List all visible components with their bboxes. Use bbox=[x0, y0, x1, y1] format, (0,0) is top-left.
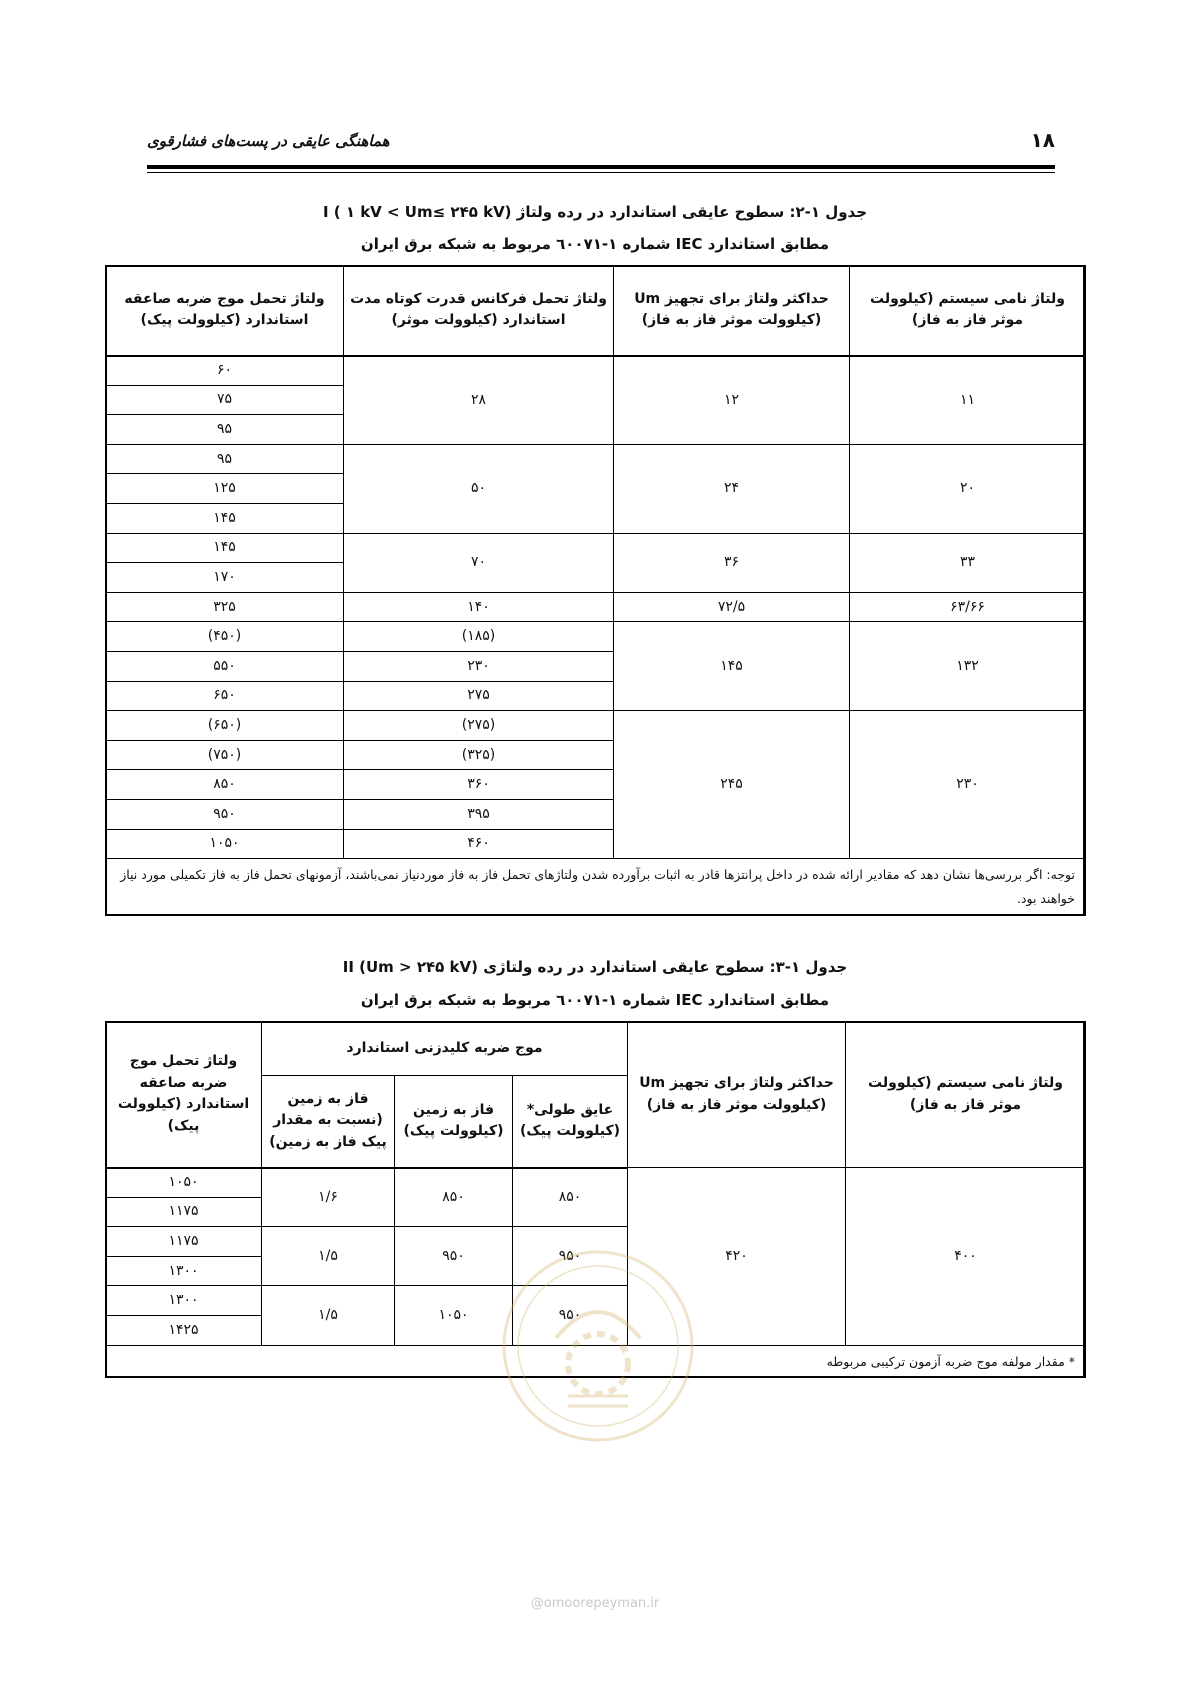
t1-power-frequency-cell: ۲۷۵ bbox=[344, 681, 614, 711]
watermark-text: @omoorepeyman.ir bbox=[530, 1596, 660, 1611]
t2-ratio-cell: ۱/۶ bbox=[262, 1168, 395, 1227]
t1-nominal-cell: ۳۳ bbox=[850, 533, 1086, 592]
t1-power-frequency-cell: ۲۸ bbox=[344, 356, 614, 445]
t2-lightning-cell: ۱۱۷۵ bbox=[106, 1197, 262, 1227]
t1-nominal-cell: ۱۱ bbox=[850, 356, 1086, 445]
table1-subcaption: مطابق استاندارد IEC شماره ۱-٦۰۰۷۱ مربوط به شبکه برق ایران bbox=[360, 235, 830, 253]
header-rule-thick bbox=[147, 165, 1055, 169]
table-note-row bbox=[106, 859, 1086, 916]
t2-note: * مقدار مولفه موج ضربه آزمون ترکیبی مربوطه bbox=[106, 1345, 1086, 1378]
t1-power-frequency-cell: ۳۶۰ bbox=[344, 770, 614, 800]
t1-lightning-cell: ۹۵۰ bbox=[106, 799, 344, 829]
t1-power-frequency-cell: ۱۴۰ bbox=[344, 592, 614, 622]
t2-header-switching: موج ضربه کلیدزنی استاندارد bbox=[262, 1022, 628, 1076]
t1-lightning-cell: ۳۲۵ bbox=[106, 592, 344, 622]
t1-note: توجه: اگر بررسی‌ها نشان دهد که مقادیر ارائه شده در داخل پرانتزها قادر به اثبات برآورده شدن ولتاژهای تحمل فاز به فاز موردنیاز نمی‌باشند، آزمونهای تحمل فاز به فاز تکمیلی مورد نیاز خواهند بود. bbox=[106, 859, 1086, 916]
t1-lightning-cell: ۵۵۰ bbox=[106, 651, 344, 681]
t1-um-cell: ۲۴۵ bbox=[614, 711, 850, 859]
t1-um-cell: ۱۲ bbox=[614, 356, 850, 445]
t1-lightning-cell: (۴۵۰) bbox=[106, 622, 344, 652]
seal-logo-icon bbox=[498, 1246, 698, 1446]
t2-header-phase-earth: فاز به زمین (کیلوولت پیک) bbox=[395, 1076, 513, 1168]
t2-nominal-cell: ۴۰۰ bbox=[846, 1168, 1086, 1346]
t2-lightning-cell: ۱۰۵۰ bbox=[106, 1168, 262, 1198]
t2-header-longitudinal: عایق طولی* (کیلوولت پیک) bbox=[513, 1076, 628, 1168]
t1-power-frequency-cell: ۷۰ bbox=[344, 533, 614, 592]
t2-lightning-cell: ۱۳۰۰ bbox=[106, 1256, 262, 1286]
t1-lightning-cell: ۱۰۵۰ bbox=[106, 829, 344, 859]
t2-header-max-voltage: حداکثر ولتاژ برای تجهیز Um (کیلوولت موثر فاز به فاز) bbox=[628, 1022, 846, 1168]
t2-lightning-cell: ۱۴۲۵ bbox=[106, 1315, 262, 1345]
t1-nominal-cell: ۲۰ bbox=[850, 444, 1086, 533]
t1-lightning-cell: ۶۵۰ bbox=[106, 681, 344, 711]
t1-lightning-cell: (۷۵۰) bbox=[106, 740, 344, 770]
t2-lightning-cell: ۱۳۰۰ bbox=[106, 1286, 262, 1316]
table-row bbox=[106, 444, 1086, 474]
t2-longitudinal-cell: ۸۵۰ bbox=[513, 1168, 628, 1227]
t1-lightning-cell: ۱۲۵ bbox=[106, 474, 344, 504]
table1-caption: جدول ۱-۲: سطوح عایقی استاندارد در رده ولتاژ I ( ۱ kV < Um≤ ۲۴۵ kV) bbox=[322, 203, 868, 221]
t2-longitudinal-cell: ۹۵۰ bbox=[513, 1227, 628, 1286]
t2-phase-earth-cell: ۱۰۵۰ bbox=[395, 1286, 513, 1345]
t1-power-frequency-cell: (۲۷۵) bbox=[344, 711, 614, 741]
t1-power-frequency-cell: ۲۳۰ bbox=[344, 651, 614, 681]
t1-um-cell: ۱۴۵ bbox=[614, 622, 850, 711]
table-row bbox=[106, 711, 1086, 741]
t1-header-max-voltage: حداکثر ولتاژ برای تجهیز Um (کیلوولت موثر فاز به فاز) bbox=[614, 266, 850, 356]
table2-subcaption: مطابق استاندارد IEC شماره ۱-٦۰۰۷۱ مربوط به شبکه برق ایران bbox=[360, 991, 830, 1009]
t2-header-lightning: ولتاژ تحمل موج ضربه صاعقه استاندارد (کیلوولت پیک) bbox=[106, 1022, 262, 1168]
t2-phase-earth-cell: ۹۵۰ bbox=[395, 1227, 513, 1286]
t1-header-power-frequency: ولتاژ تحمل فرکانس قدرت کوتاه مدت استاندارد (کیلوولت موثر) bbox=[344, 266, 614, 356]
t2-phase-earth-cell: ۸۵۰ bbox=[395, 1168, 513, 1227]
t1-lightning-cell: ۱۴۵ bbox=[106, 533, 344, 563]
table-row bbox=[106, 622, 1086, 652]
t1-lightning-cell: ۹۵ bbox=[106, 415, 344, 445]
page-number: ۱۸ bbox=[1030, 128, 1055, 152]
header-rule-thin bbox=[147, 172, 1055, 173]
table-row bbox=[106, 592, 1086, 622]
t2-longitudinal-cell: ۹۵۰ bbox=[513, 1286, 628, 1345]
t1-power-frequency-cell: (۱۸۵) bbox=[344, 622, 614, 652]
t2-ratio-cell: ۱/۵ bbox=[262, 1286, 395, 1345]
t1-nominal-cell: ۱۳۲ bbox=[850, 622, 1086, 711]
t1-lightning-cell: ۸۵۰ bbox=[106, 770, 344, 800]
t1-lightning-cell: ۹۵ bbox=[106, 444, 344, 474]
t1-power-frequency-cell: (۳۲۵) bbox=[344, 740, 614, 770]
t1-lightning-cell: ۱۷۰ bbox=[106, 563, 344, 593]
t1-nominal-cell: ۲۳۰ bbox=[850, 711, 1086, 859]
t2-header-phase-phase: فاز به زمین (نسبت به مقدار پیک فاز به زمین) bbox=[262, 1076, 395, 1168]
t1-lightning-cell: ۶۰ bbox=[106, 356, 344, 386]
t2-ratio-cell: ۱/۵ bbox=[262, 1227, 395, 1286]
table-row bbox=[106, 533, 1086, 563]
t2-header-nominal: ولتاژ نامی سیستم (کیلوولت موثر فاز به فاز) bbox=[846, 1022, 1086, 1168]
table-row bbox=[106, 1168, 1086, 1198]
t2-um-cell: ۴۲۰ bbox=[628, 1168, 846, 1346]
t1-power-frequency-cell: ۳۹۵ bbox=[344, 799, 614, 829]
table1 bbox=[105, 265, 1086, 916]
book-title: هماهنگی عایقی در پست‌های فشارقوی bbox=[147, 132, 390, 150]
table2-caption: جدول ۱-۳: سطوح عایقی استاندارد در رده ولتاژی II (Um > ۲۴۵ kV) bbox=[342, 958, 848, 976]
t1-nominal-cell: ۶۳/۶۶ bbox=[850, 592, 1086, 622]
t1-um-cell: ۲۴ bbox=[614, 444, 850, 533]
table-row bbox=[106, 356, 1086, 386]
t2-lightning-cell: ۱۱۷۵ bbox=[106, 1227, 262, 1257]
t1-lightning-cell: ۱۴۵ bbox=[106, 503, 344, 533]
t1-lightning-cell: (۶۵۰) bbox=[106, 711, 344, 741]
t1-um-cell: ۷۲/۵ bbox=[614, 592, 850, 622]
t1-power-frequency-cell: ۴۶۰ bbox=[344, 829, 614, 859]
running-header bbox=[147, 128, 1055, 168]
t1-header-nominal: ولتاژ نامی سیستم (کیلوولت موثر فاز به فاز) bbox=[850, 266, 1086, 356]
t1-power-frequency-cell: ۵۰ bbox=[344, 444, 614, 533]
t1-um-cell: ۳۶ bbox=[614, 533, 850, 592]
t1-header-lightning: ولتاژ تحمل موج ضربه صاعقه استاندارد (کیلوولت پیک) bbox=[106, 266, 344, 356]
t1-lightning-cell: ۷۵ bbox=[106, 385, 344, 415]
